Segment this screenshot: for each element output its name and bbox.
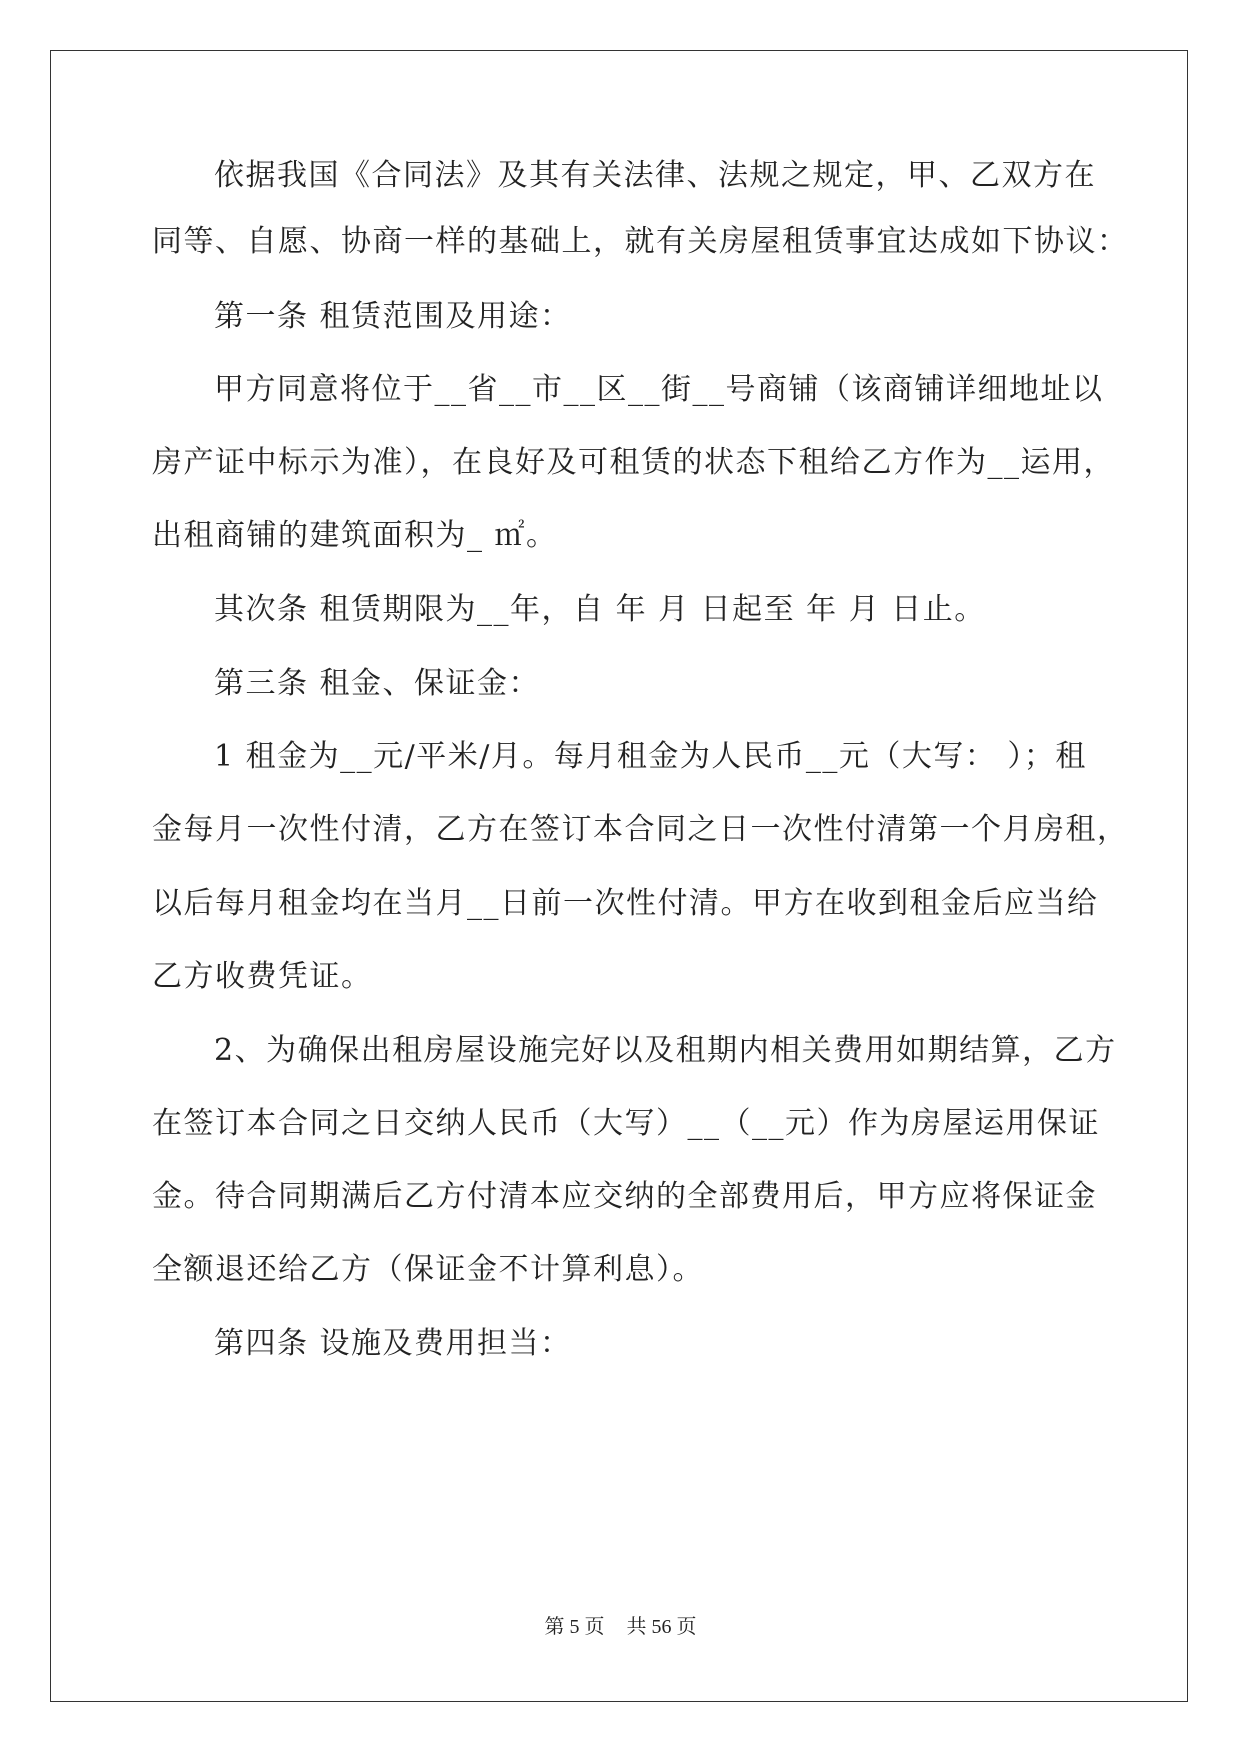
paragraph-line: 全额退还给乙方（保证金不计算利息）。 bbox=[152, 1252, 704, 1287]
page-total: 共 56 页 bbox=[626, 1616, 697, 1638]
paragraph-line: 在签订本合同之日交纳人民币（大写）__（__元）作为房屋运用保证 bbox=[152, 1106, 1100, 1141]
page-number: 第 5 页 bbox=[544, 1616, 605, 1638]
article-1-heading: 第一条 租赁范围及用途： bbox=[214, 299, 572, 334]
paragraph-line: 1 租金为__元/平米/月。每月租金为人民币__元（大写： ）；租 bbox=[214, 739, 1087, 774]
paragraph-line: 出租商铺的建筑面积为_ ㎡。 bbox=[152, 518, 558, 553]
paragraph-line: 房产证中标示为准），在良好及可租赁的状态下租给乙方作为__运用， bbox=[152, 445, 1115, 480]
paragraph-line: 以后每月租金均在当月__日前一次性付清。甲方在收到租金后应当给 bbox=[152, 886, 1099, 921]
page-footer bbox=[0, 1610, 1241, 1639]
paragraph-line: 2、为确保出租房屋设施完好以及租期内相关费用如期结算，乙方 bbox=[214, 1033, 1117, 1068]
paragraph-line: 金每月一次性付清，乙方在签订本合同之日一次性付清第一个月房租， bbox=[152, 812, 1129, 847]
paragraph-line: 依据我国《合同法》及其有关法律、法规之规定，甲、乙双方在 bbox=[214, 158, 1096, 193]
article-2-heading: 其次条 租赁期限为__年，自 年 月 日起至 年 月 日止。 bbox=[214, 592, 986, 627]
paragraph-line: 同等、自愿、协商一样的基础上，就有关房屋租赁事宜达成如下协议： bbox=[152, 224, 1129, 259]
article-3-heading: 第三条 租金、保证金： bbox=[214, 666, 541, 701]
paragraph-line: 乙方收费凭证。 bbox=[152, 959, 373, 994]
paragraph-line: 金。待合同期满后乙方付清本应交纳的全部费用后，甲方应将保证金 bbox=[152, 1179, 1097, 1214]
paragraph-line: 甲方同意将位于__省__市__区__街__号商铺（该商铺详细地址以 bbox=[214, 372, 1104, 407]
article-4-heading: 第四条 设施及费用担当： bbox=[214, 1326, 572, 1361]
